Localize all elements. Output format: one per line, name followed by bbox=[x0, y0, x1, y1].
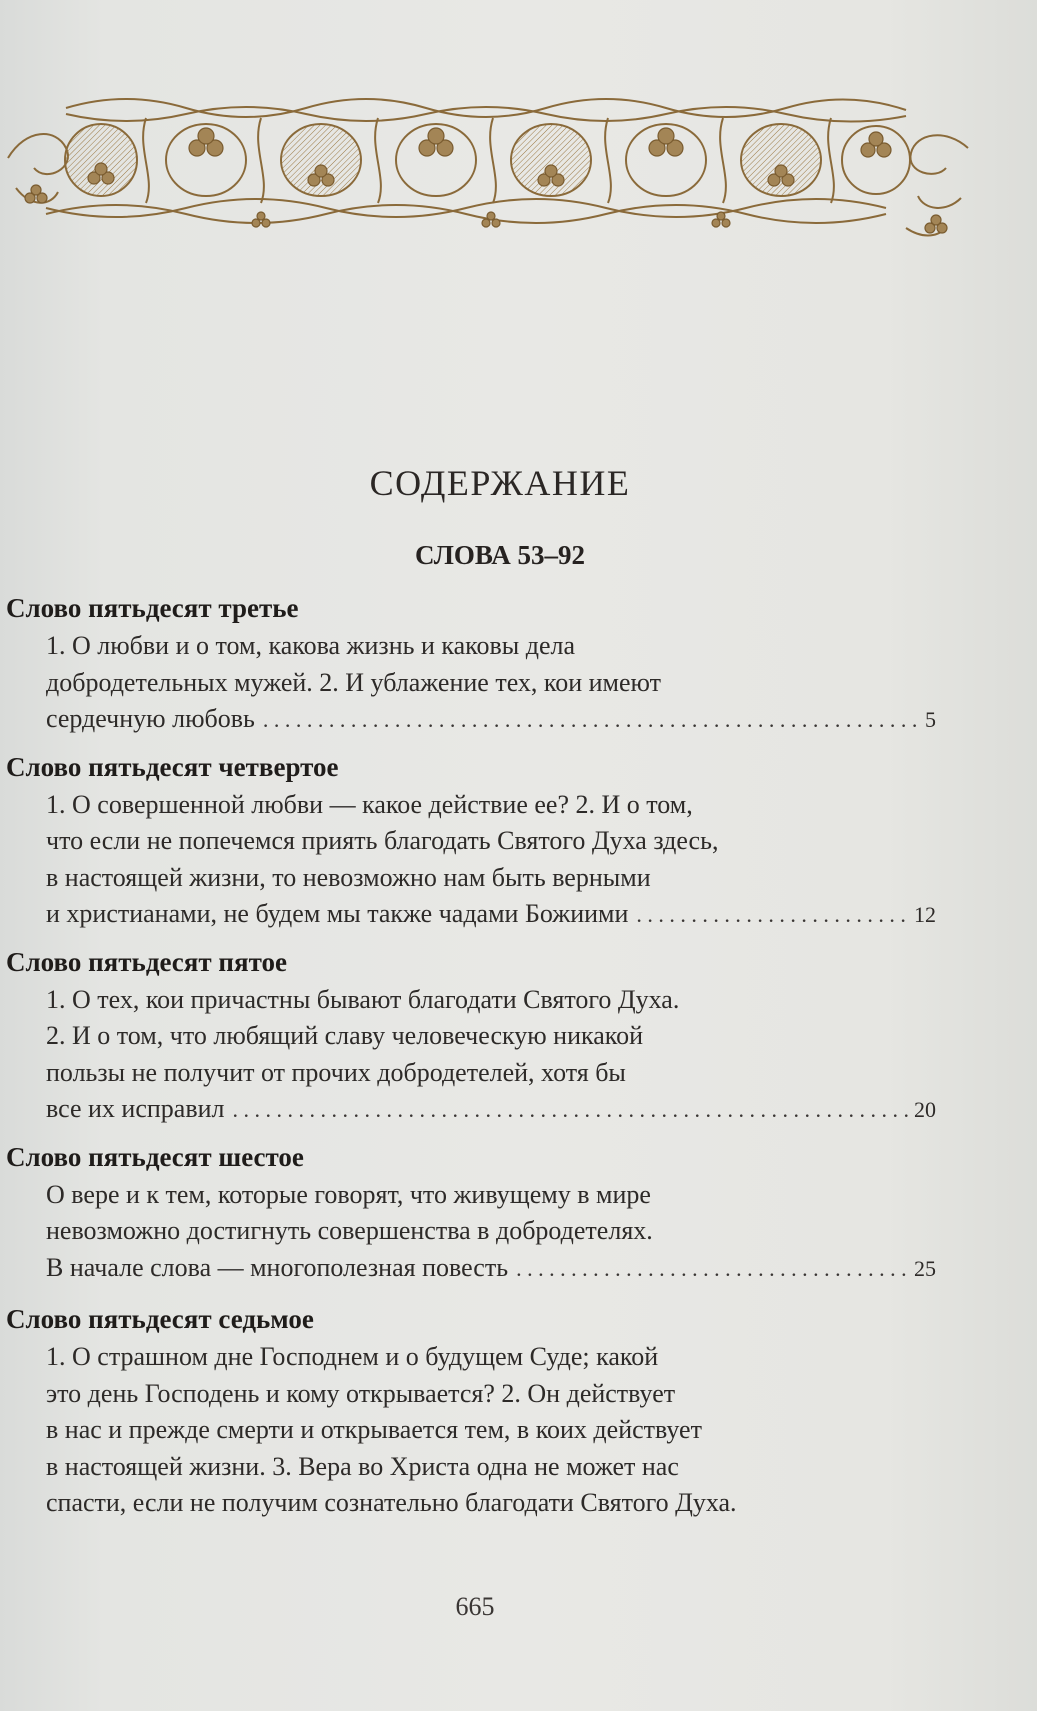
toc-entry-description bbox=[46, 982, 936, 1129]
toc-entry-last-line bbox=[46, 1091, 936, 1129]
toc-entry-heading: Слово пятьдесят пятое bbox=[6, 946, 287, 977]
toc-entry-line: 2. И о том, что любящий славу человеческую никакой bbox=[46, 1021, 644, 1050]
toc-entry-line: в настоящей жизни. 3. Вера во Христа одна не может нас bbox=[46, 1451, 679, 1481]
decorative-headpiece-ornament bbox=[6, 88, 970, 246]
toc-entry-description bbox=[46, 628, 936, 739]
contents-subtitle: СЛОВА 53–92 bbox=[414, 540, 585, 570]
toc-entry-line: 1. О любви и о том, какова жизнь и каковы дела bbox=[46, 631, 576, 660]
toc-entry-last-line bbox=[46, 896, 936, 934]
toc-page-number: 12 bbox=[914, 902, 936, 927]
toc-page-number: 25 bbox=[914, 1255, 936, 1281]
toc-entry-description bbox=[46, 1177, 936, 1288]
toc-entry-line: спасти, если не получим сознательно благодати Святого Духа. bbox=[46, 1488, 737, 1517]
dot-leader bbox=[233, 1092, 908, 1129]
toc-entry bbox=[6, 590, 936, 739]
toc-entry-line: 1. О страшном дне Господнем и о будущем Суде; какой bbox=[46, 1342, 659, 1371]
toc-entry-line: 1. О тех, кои причастны бывают благодати Святого Духа. bbox=[46, 984, 680, 1014]
toc-entry-line: сердечную любовь bbox=[46, 704, 255, 733]
toc-entry bbox=[6, 1301, 936, 1522]
toc-entry-heading: Слово пятьдесят шестое bbox=[6, 1141, 304, 1172]
toc-entry-line: что если не попечемся приять благодать Святого Духа здесь, bbox=[46, 826, 719, 855]
toc-entry bbox=[6, 749, 936, 934]
table-of-contents bbox=[6, 590, 936, 1522]
toc-entry-last-line bbox=[46, 701, 936, 739]
toc-entry-line: В начале слова — многополезная повесть bbox=[46, 1252, 509, 1282]
toc-entry-line: 1. О совершенной любви — какое действие ее? 2. И о том, bbox=[46, 789, 693, 819]
toc-entry-line: в нас и прежде смерти и открывается тем, в коих действует bbox=[46, 1415, 702, 1444]
toc-entry-heading: Слово пятьдесят третье bbox=[6, 593, 299, 623]
dot-leader bbox=[516, 1251, 908, 1288]
toc-page-number: 20 bbox=[914, 1097, 936, 1122]
toc-entry bbox=[6, 944, 936, 1129]
toc-entry bbox=[6, 1139, 936, 1288]
dot-leader bbox=[263, 702, 919, 739]
toc-entry-line: невозможно достигнуть совершенства в добродетелях. bbox=[46, 1216, 653, 1245]
dot-leader bbox=[636, 897, 908, 934]
toc-entry-description bbox=[46, 787, 936, 934]
contents-title: СОДЕРЖАНИЕ bbox=[369, 463, 631, 503]
toc-entry-line: все их исправил bbox=[46, 1094, 225, 1123]
toc-entry-line: пользы не получит от прочих добродетелей, хотя бы bbox=[46, 1057, 626, 1087]
toc-entry-last-line bbox=[46, 1250, 936, 1288]
toc-entry-heading: Слово пятьдесят седьмое bbox=[6, 1304, 314, 1334]
page-number: 665 bbox=[455, 1592, 495, 1621]
toc-entry-line: добродетельных мужей. 2. И ублажение тех, кои имеют bbox=[46, 667, 661, 697]
toc-entry-heading: Слово пятьдесят четвертое bbox=[6, 751, 339, 782]
toc-page-number: 5 bbox=[925, 707, 936, 732]
toc-entry-line: в настоящей жизни, то невозможно нам быть верными bbox=[46, 862, 651, 892]
toc-entry-description bbox=[46, 1339, 936, 1522]
toc-entry-line: это день Господень и кому открывается? 2. Он действует bbox=[46, 1378, 676, 1408]
toc-entry-line: и христианами, не будем мы также чадами Божиими bbox=[46, 899, 629, 928]
toc-entry-line: О вере и к тем, которые говорят, что живущему в мире bbox=[46, 1179, 651, 1209]
